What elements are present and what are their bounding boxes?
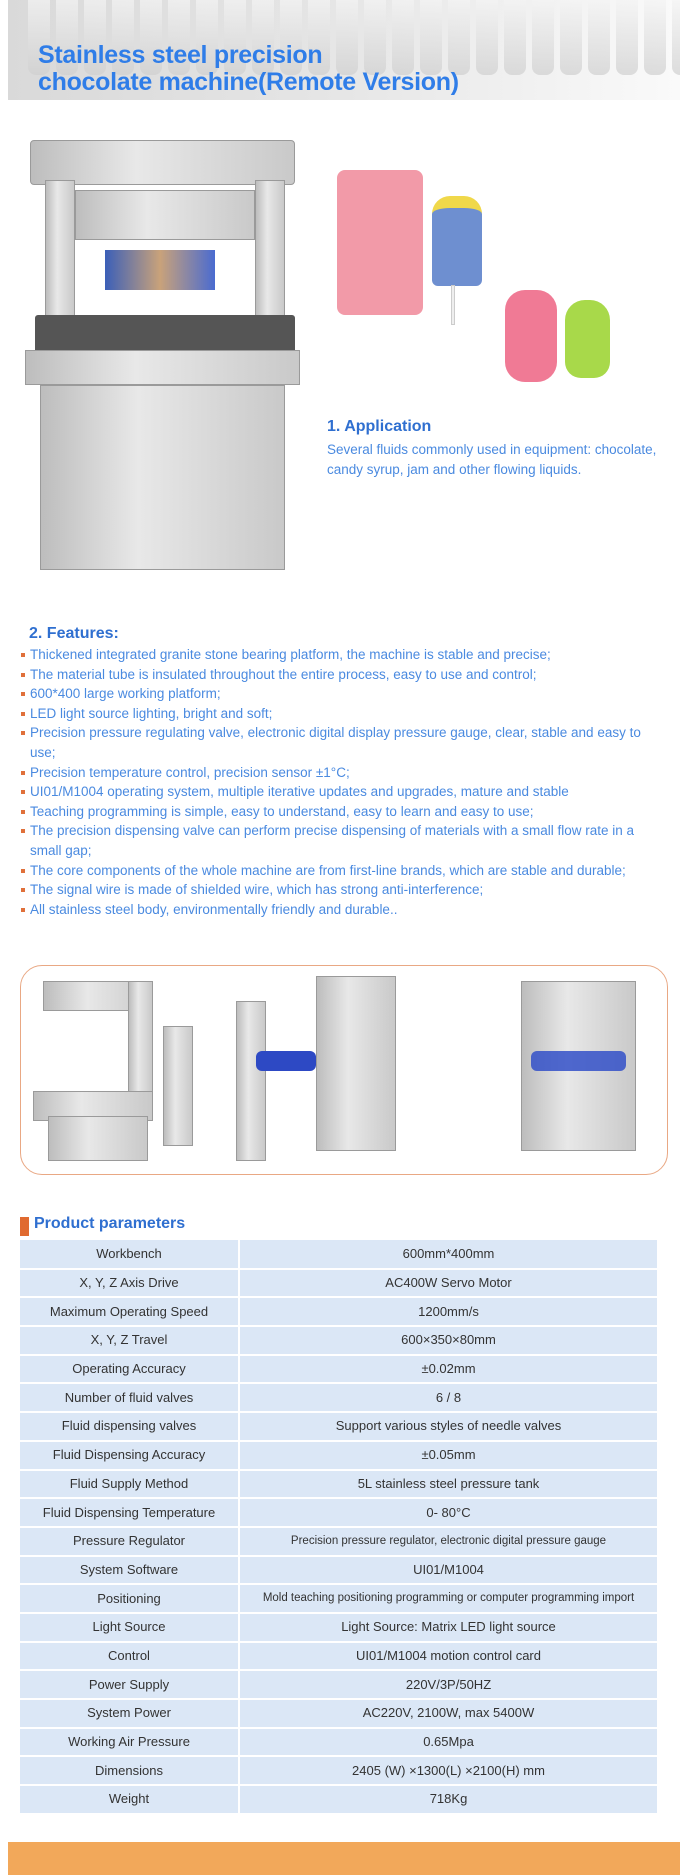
table-row [20,1670,657,1699]
nozzle-decoration [476,0,498,75]
table-row [20,1383,657,1412]
title-line-2: chocolate machine(Remote Version) [38,68,459,96]
page-title [38,42,459,96]
parameter-value: 6 / 8 [239,1383,657,1412]
parameter-name: Light Source [20,1613,239,1642]
parameter-value: ±0.05mm [239,1441,657,1470]
table-row [20,1613,657,1642]
parameter-name: Number of fluid valves [20,1383,239,1412]
table-row [20,1699,657,1728]
feature-item: Thickened integrated granite stone bearing platform, the machine is stable and precise; [20,645,660,665]
parameter-value: Light Source: Matrix LED light source [239,1613,657,1642]
parameter-value: 0.65Mpa [239,1728,657,1757]
feature-item: 600*400 large working platform; [20,684,660,704]
feature-item: The core components of the whole machine are from first-line brands, which are stable and durable; [20,861,660,881]
footer-bar [8,1842,680,1875]
nozzle-decoration [616,0,638,75]
table-row [20,1756,657,1785]
parameter-value: 600×350×80mm [239,1326,657,1355]
table-row [20,1441,657,1470]
application-text: Several fluids commonly used in equipment: chocolate, candy syrup, jam and other flowing liquids. [327,442,657,477]
parameter-name: X, Y, Z Travel [20,1326,239,1355]
feature-item: All stainless steel body, environmentally friendly and durable.. [20,900,660,920]
title-line-1: Stainless steel precision [38,41,323,69]
lollipop-image [432,196,482,286]
feature-item: The material tube is insulated throughout the entire process, easy to use and control; [20,665,660,685]
nozzle-decoration [532,0,554,75]
parameter-value: 2405 (W) ×1300(L) ×2100(H) mm [239,1756,657,1785]
lollipop-stick [451,285,455,325]
parameter-name: Positioning [20,1584,239,1613]
table-row [20,1326,657,1355]
application-heading: 1. Application [327,418,432,435]
feature-item: UI01/M1004 operating system, multiple iterative updates and upgrades, mature and stable [20,782,660,802]
nozzle-decoration [588,0,610,75]
feature-item: Teaching programming is simple, easy to understand, easy to learn and easy to use; [20,802,660,822]
candy-mold-image [337,170,423,315]
machine-photo-side [236,976,396,1166]
parameters-table [20,1240,657,1815]
table-row [20,1412,657,1441]
nozzle-decoration [504,0,526,75]
rabbit-candy-image [565,300,610,378]
parameter-name: Dimensions [20,1756,239,1785]
parameter-value: 718Kg [239,1785,657,1814]
table-row [20,1297,657,1326]
parameter-name: X, Y, Z Axis Drive [20,1269,239,1298]
machine-gallery [20,965,668,1175]
table-row [20,1584,657,1613]
parameter-name: System Software [20,1556,239,1585]
parameter-name: Operating Accuracy [20,1355,239,1384]
table-row [20,1642,657,1671]
parameter-name: Fluid Dispensing Temperature [20,1498,239,1527]
table-row [20,1269,657,1298]
table-row [20,1498,657,1527]
parameter-value: AC220V, 2100W, max 5400W [239,1699,657,1728]
machine-photo-back [521,981,636,1161]
parameter-name: Workbench [20,1240,239,1269]
parameter-value: AC400W Servo Motor [239,1269,657,1298]
features-list [20,645,660,919]
parameter-value: 1200mm/s [239,1297,657,1326]
features-heading: 2. Features: [29,625,119,642]
parameter-name: Fluid Dispensing Accuracy [20,1441,239,1470]
feature-item: The precision dispensing valve can perform precise dispensing of materials with a small flow rate in a small gap; [20,821,660,860]
parameter-name: System Power [20,1699,239,1728]
feature-item: Precision temperature control, precision sensor ±1°C; [20,763,660,783]
parameter-value: UI01/M1004 motion control card [239,1642,657,1671]
parameter-value: UI01/M1004 [239,1556,657,1585]
parameter-value: 220V/3P/50HZ [239,1670,657,1699]
machine-photo-front-left [33,976,223,1166]
parameter-value: Precision pressure regulator, electronic digital pressure gauge [239,1527,657,1556]
parameter-value: 0- 80°C [239,1498,657,1527]
parameter-value: Support various styles of needle valves [239,1412,657,1441]
parameter-name: Maximum Operating Speed [20,1297,239,1326]
nozzle-decoration [672,0,680,75]
table-row [20,1470,657,1499]
feature-item: Precision pressure regulating valve, electronic digital display pressure gauge, clear, stable and easy to use; [20,723,660,762]
parameter-name: Working Air Pressure [20,1728,239,1757]
rabbit-mold-image [505,290,557,382]
parameter-name: Weight [20,1785,239,1814]
parameters-heading: Product parameters [20,1215,185,1235]
table-row [20,1240,657,1269]
parameter-name: Pressure Regulator [20,1527,239,1556]
parameter-name: Fluid dispensing valves [20,1412,239,1441]
parameter-name: Power Supply [20,1670,239,1699]
table-row [20,1556,657,1585]
table-row [20,1728,657,1757]
table-row [20,1527,657,1556]
parameter-value: Mold teaching positioning programming or computer programming import [239,1584,657,1613]
parameter-name: Control [20,1642,239,1671]
parameter-value: 5L stainless steel pressure tank [239,1470,657,1499]
nozzle-decoration [644,0,666,75]
table-row [20,1355,657,1384]
nozzle-decoration [560,0,582,75]
feature-item: LED light source lighting, bright and soft; [20,704,660,724]
table-row [20,1785,657,1814]
feature-item: The signal wire is made of shielded wire, which has strong anti-interference; [20,880,660,900]
parameter-value: 600mm*400mm [239,1240,657,1269]
parameter-value: ±0.02mm [239,1355,657,1384]
parameter-name: Fluid Supply Method [20,1470,239,1499]
machine-image [25,140,305,590]
